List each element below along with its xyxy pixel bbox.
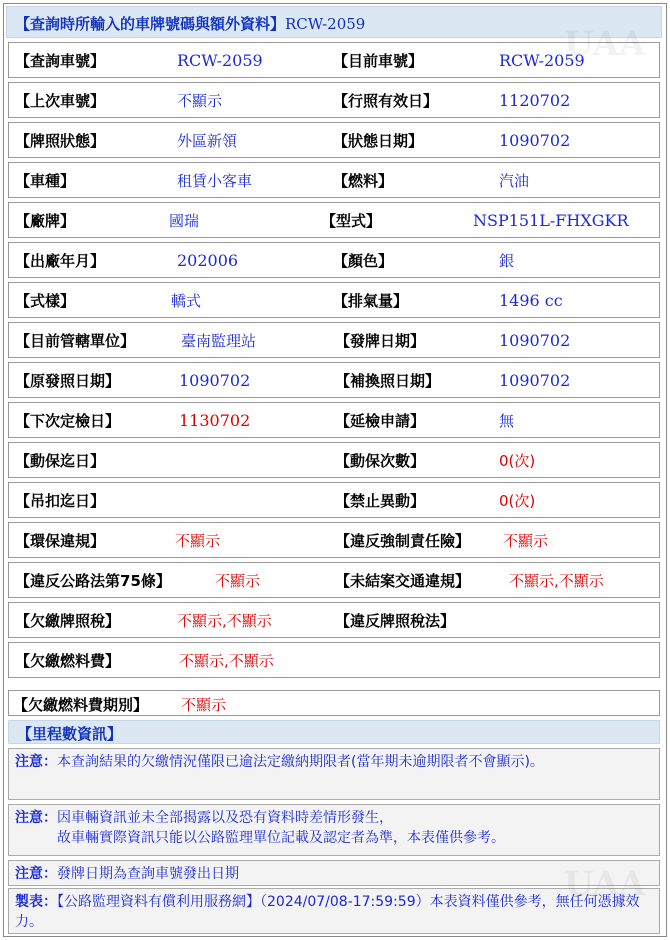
field-label: 【廠牌】 — [15, 212, 76, 230]
field-value: 0(次) — [499, 492, 536, 510]
field-label: 【違反公路法第75條】 — [15, 572, 171, 590]
field-label: 【違反強制責任險】 — [335, 532, 471, 550]
note-1-text: 本查詢結果的欠繳情況僅限已逾法定繳納期限者(當年期未逾期限者不會顯示)。 — [57, 754, 544, 770]
query-title-label: 【查詢時所輸入的車牌號碼與額外資料】 — [15, 15, 286, 33]
field-label: 【式樣】 — [15, 292, 76, 310]
fuel-period-value: 不顯示 — [181, 696, 227, 714]
info-row — [8, 122, 660, 158]
field-value: 不顯示 — [177, 92, 223, 110]
field-value: RCW-2059 — [499, 51, 585, 70]
note-3-text: 發牌日期為查詢車號發出日期 — [57, 866, 239, 882]
field-value: RCW-2059 — [177, 51, 263, 70]
field-value: 1090702 — [499, 331, 571, 350]
field-value: 無 — [499, 412, 515, 430]
info-row — [8, 482, 660, 518]
mileage-header — [8, 720, 660, 744]
footer-note-label: 製表： — [15, 894, 57, 910]
field-label: 【出廠年月】 — [15, 252, 106, 270]
note-3 — [8, 860, 660, 886]
field-value: 不顯示 — [215, 572, 261, 590]
info-row — [8, 602, 660, 638]
field-value: 1090702 — [499, 371, 571, 390]
footer-note-text: 【公路監理資料有償利用服務網】（2024/07/08-17:59:59）本表資料僅供參考，無任何憑據效力。 — [15, 894, 640, 930]
fuel-period-row — [8, 690, 660, 716]
field-label: 【動保次數】 — [335, 452, 426, 470]
field-label: 【發牌日期】 — [335, 332, 426, 350]
field-label: 【目前車號】 — [333, 52, 424, 70]
info-row — [8, 202, 660, 238]
watermark-logo-top: UAA — [564, 24, 646, 64]
note-2-label: 注意： — [15, 810, 57, 826]
info-row — [8, 442, 660, 478]
watermark-logo-bottom: UAA — [564, 864, 646, 904]
field-label: 【查詢車號】 — [15, 52, 106, 70]
field-value: 不顯示,不顯示 — [509, 572, 604, 590]
field-label: 【上次車號】 — [15, 92, 106, 110]
field-label: 【目前管轄單位】 — [15, 332, 136, 350]
field-label: 【狀態日期】 — [333, 132, 424, 150]
field-value: 1496 cc — [499, 291, 563, 310]
field-value: 汽油 — [499, 172, 530, 190]
field-value: 1090702 — [179, 371, 251, 390]
info-row — [8, 362, 660, 398]
field-label: 【顏色】 — [333, 252, 394, 270]
field-label: 【下次定檢日】 — [15, 412, 121, 430]
info-row — [8, 322, 660, 358]
field-label: 【原發照日期】 — [15, 372, 121, 390]
field-value: 轎式 — [171, 292, 202, 310]
field-value: 臺南監理站 — [181, 332, 257, 350]
info-row — [8, 402, 660, 438]
field-value: 租賃小客車 — [177, 172, 253, 190]
query-title — [15, 13, 365, 34]
field-label: 【車種】 — [15, 172, 76, 190]
field-value: 不顯示 — [503, 532, 549, 550]
field-label: 【環保違規】 — [15, 532, 106, 550]
field-label: 【行照有效日】 — [333, 92, 439, 110]
report-frame — [3, 3, 667, 937]
footer-note — [8, 888, 660, 934]
field-value: 202006 — [177, 251, 239, 270]
field-value: 1130702 — [179, 411, 251, 430]
field-label: 【禁止異動】 — [335, 492, 426, 510]
field-label: 【燃料】 — [333, 172, 394, 190]
info-row — [8, 282, 660, 318]
field-value: 國瑞 — [169, 212, 200, 230]
note-2-text: 因車輛資訊並未全部揭露以及恐有資料時差情形發生， — [57, 810, 393, 826]
field-label: 【動保迄日】 — [15, 452, 106, 470]
info-row — [8, 42, 660, 78]
mileage-title: 【里程數資訊】 — [17, 725, 123, 743]
note-2 — [8, 804, 660, 856]
field-label: 【型式】 — [321, 212, 382, 230]
info-row — [8, 522, 660, 558]
note-1-label: 注意： — [15, 754, 57, 770]
field-value: NSP151L-FHXGKR — [473, 211, 629, 230]
query-title-plate: RCW-2059 — [285, 15, 366, 33]
field-value: 不顯示 — [175, 532, 221, 550]
field-label: 【牌照狀態】 — [15, 132, 106, 150]
field-label: 【排氣量】 — [333, 292, 409, 310]
field-label: 【吊扣迄日】 — [15, 492, 106, 510]
field-label: 【補換照日期】 — [335, 372, 441, 390]
info-row — [8, 562, 660, 598]
field-value: 1120702 — [499, 91, 571, 110]
note-2-text2: 故車輛實際資訊只能以公路監理單位記載及認定者為準，本表僅供參考。 — [57, 830, 505, 846]
field-value: 外區新領 — [177, 132, 238, 150]
note-3-label: 注意： — [15, 866, 57, 882]
fuel-period-label: 【欠繳燃料費期別】 — [13, 696, 149, 714]
info-row — [8, 82, 660, 118]
field-value: 不顯示,不顯示 — [179, 652, 274, 670]
field-label: 【欠繳牌照稅】 — [15, 612, 121, 630]
field-value: 銀 — [499, 252, 515, 270]
field-label: 【違反牌照稅法】 — [335, 612, 456, 630]
info-row — [8, 642, 660, 678]
field-value: 1090702 — [499, 131, 571, 150]
field-label: 【延檢申請】 — [335, 412, 426, 430]
info-row — [8, 162, 660, 198]
info-row — [8, 242, 660, 278]
note-1 — [8, 748, 660, 800]
field-label: 【未結案交通違規】 — [335, 572, 471, 590]
field-value: 不顯示,不顯示 — [177, 612, 272, 630]
field-label: 【欠繳燃料費】 — [15, 652, 121, 670]
field-value: 0(次) — [499, 452, 536, 470]
